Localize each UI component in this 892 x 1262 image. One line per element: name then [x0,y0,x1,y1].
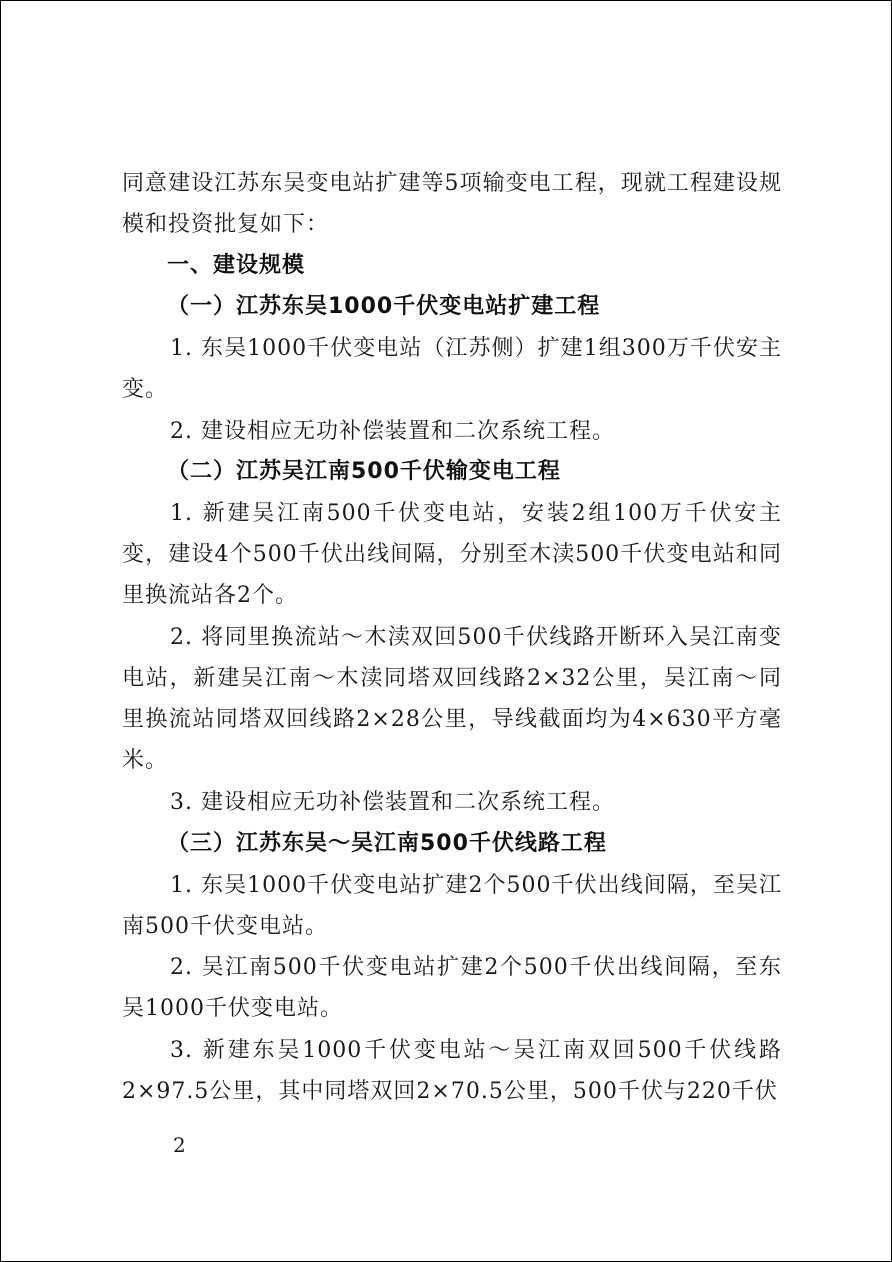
list-item: 3. 建设相应无功补偿装置和二次系统工程。 [170,790,615,815]
list-item: 1. 新建吴江南500千伏变电站，安装2组100万千伏安主变，建设4个500千伏出线间隔，分别至木渎500千伏变电站和同里换流站各2个。 [122,501,782,608]
list-item: 2. 吴江南500千伏变电站扩建2个500千伏出线间隔，至东吴1000千伏变电站。 [122,955,782,1021]
list-item: 1. 东吴1000千伏变电站扩建2个500千伏出线间隔，至吴江南500千伏变电站。 [122,873,782,939]
list-item: 2. 将同里换流站～木渎双回500千伏线路开断环入吴江南变电站，新建吴江南～木渎同塔双回线路2×32公里，吴江南～同里换流站同塔双回线路2×28公里，导线截面均为4×630平方毫米。 [122,625,782,773]
page-number: 2 [173,1133,186,1157]
subsection-heading-3: （三）江苏东吴～吴江南500千伏线路工程 [167,831,607,856]
list-item: 2. 建设相应无功补偿装置和二次系统工程。 [170,419,615,444]
subsection-heading-2: （二）江苏吴江南500千伏输变电工程 [167,459,561,484]
section-heading-construction-scale: 一、建设规模 [167,253,306,278]
list-item: 3. 新建东吴1000千伏变电站～吴江南双回500千伏线路2×97.5公里，其中同塔双回2×70.5公里，500千伏与220千伏 [122,1038,782,1104]
intro-paragraph: 同意建设江苏东吴变电站扩建等5项输变电工程，现就工程建设规模和投资批复如下： [122,171,782,237]
list-item: 1. 东吴1000千伏变电站（江苏侧）扩建1组300万千伏安主变。 [122,336,782,402]
subsection-heading-1: （一）江苏东吴1000千伏变电站扩建工程 [167,294,601,319]
